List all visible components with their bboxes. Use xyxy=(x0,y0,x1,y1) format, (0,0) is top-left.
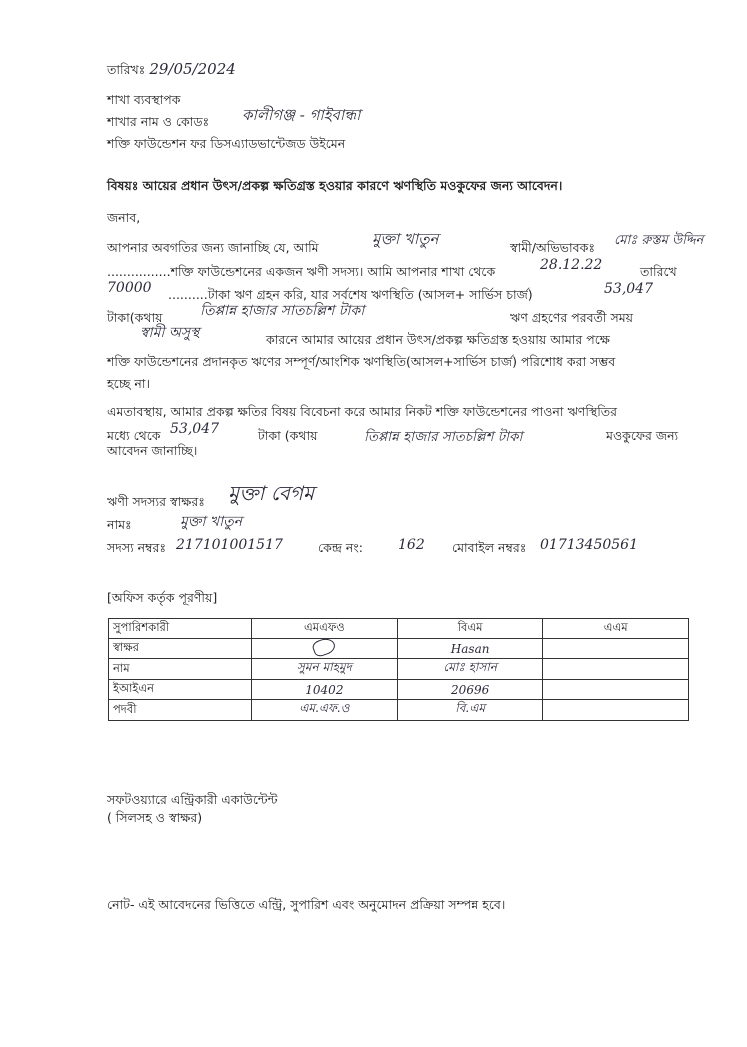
loan-amount-handwritten: 70000 xyxy=(107,280,152,296)
mfo-signature-cell xyxy=(251,639,397,659)
body-line-6: শক্তি ফাউন্ডেশনের প্রদানকৃত ঋণের সম্পূর্ণ/আংশিক ঋণস্থিতি(আসল+সার্ভিস চার্জ) পরিশোধ করা সম্ভব xyxy=(107,354,616,369)
mobile-label: মোবাইল নম্বরঃ xyxy=(452,540,527,555)
loan-date-handwritten: 28.12.22 xyxy=(540,257,603,273)
member-name-value: মুক্তা খাতুন xyxy=(180,514,242,530)
row-label-signature: স্বাক্ষর xyxy=(109,639,252,659)
mfo-signature-scribble xyxy=(311,636,337,659)
am-signature-cell xyxy=(543,639,689,659)
table-row xyxy=(109,659,689,680)
accountant-line-1: সফটওয়্যারে এন্ট্রিকারী একাউন্টেন্ট xyxy=(107,792,278,807)
body-line-1b: স্বামী/অভিভাবকঃ xyxy=(510,240,595,255)
table-row xyxy=(109,680,689,700)
branch-value: কালীগঞ্জ - গাইবান্ধা xyxy=(242,106,361,124)
center-value: 162 xyxy=(398,537,425,553)
body-line-7: হচ্ছে না। xyxy=(107,376,150,391)
office-table-header xyxy=(109,619,689,639)
am-name-cell xyxy=(543,659,689,680)
col-recommender: সুপারিশকারী xyxy=(109,619,252,639)
request-line-2b: টাকা (কথায় xyxy=(258,428,318,443)
row-label-ein: ইআইএন xyxy=(109,680,252,700)
bm-designation-cell: বি.এম xyxy=(397,700,543,721)
date-label: তারিখঃ xyxy=(107,62,146,77)
col-am: এএম xyxy=(543,619,689,639)
request-line-3: আবেদন জানাচ্ছি। xyxy=(107,443,198,458)
member-name-label: নামঃ xyxy=(107,517,132,532)
reason-handwritten: স্বামী অসুস্থ xyxy=(140,325,200,341)
balance-handwritten: 53,047 xyxy=(604,281,653,297)
waive-words-handwritten: তিপ্পান্ন হাজার সাতচল্লিশ টাকা xyxy=(364,429,523,445)
bm-signature-cell: Hasan xyxy=(397,639,543,659)
body-line-4b: ঋণ গ্রহণের পরবর্তী সময় xyxy=(510,310,634,325)
table-row xyxy=(109,639,689,659)
member-signature-label: ঋণী সদস্যর স্বাক্ষরঃ xyxy=(107,494,205,509)
am-designation-cell xyxy=(543,700,689,721)
table-row xyxy=(109,700,689,721)
body-line-2a: ................শক্তি ফাউন্ডেশনের একজন ঋণী সদস্য। আমি আপনার শাখা থেকে xyxy=(107,264,496,279)
mfo-name-cell: সুমন মাহমুদ xyxy=(251,659,397,680)
accountant-line-2: ( সিলসহ ও স্বাক্ষর) xyxy=(107,810,203,825)
col-bm: বিএম xyxy=(397,619,543,639)
balance-words-handwritten: তিপ্পান্ন হাজার সাতচল্লিশ টাকা xyxy=(200,303,365,319)
subject-line: বিষয়ঃ আয়ের প্রধান উৎস/প্রকল্প ক্ষতিগ্রস্ত হওয়ার কারণে ঋণস্থিতি মওকুফের জন্য আবেদন। xyxy=(107,178,563,193)
mobile-value: 01713450561 xyxy=(540,537,638,553)
request-line-2a: মধ্যে থেকে xyxy=(107,428,161,443)
salutation: জনাব, xyxy=(107,210,141,225)
col-mfo: এমএফও xyxy=(251,619,397,639)
mfo-ein-cell: 10402 xyxy=(251,680,397,700)
recipient-line: শাখা ব্যবস্থাপক xyxy=(107,92,181,107)
date-value: 29/05/2024 xyxy=(149,60,236,78)
body-line-5b: কারনে আমার আয়ের প্রধান উৎস/প্রকল্প ক্ষতিগ্রস্ত হওয়ায় আমার পক্ষে xyxy=(266,332,610,347)
member-id-label: সদস্য নম্বরঃ xyxy=(107,540,167,555)
guardian-name-handwritten: মোঃ রুস্তম উদ্দিন xyxy=(614,233,704,248)
member-id-value: 217101001517 xyxy=(176,537,283,553)
request-line-1: এমতাবস্থায়, আমার প্রকল্প ক্ষতির বিষয় বিবেচনা করে আমার নিকট শক্তি ফাউন্ডেশনের পাওনা ঋণস্থিতির xyxy=(107,404,618,419)
body-line-2b: তারিখে xyxy=(640,264,677,279)
bm-name-cell: মোঃ হাসান xyxy=(397,659,543,680)
member-name-handwritten: মুক্তা খাতুন xyxy=(372,230,439,248)
am-ein-cell xyxy=(543,680,689,700)
date-line xyxy=(107,60,236,78)
center-label: কেন্দ্র নং: xyxy=(318,540,363,555)
bm-ein-cell: 20696 xyxy=(397,680,543,700)
office-table xyxy=(108,618,689,721)
row-label-name: নাম xyxy=(109,659,252,680)
body-line-4a: টাকা(কথায় xyxy=(107,310,163,325)
waive-amount-handwritten: 53,047 xyxy=(170,421,219,437)
body-line-1a: আপনার অবগতির জন্য জানাচ্ছি যে, আমি xyxy=(107,240,319,255)
office-heading: [অফিস কর্তৃক পূরণীয়] xyxy=(107,590,218,605)
organization-name: শক্তি ফাউন্ডেশন ফর ডিসএ্যাডভান্টেজড উইমেন xyxy=(107,136,346,151)
body-line-3a: ..........টাকা ঋণ গ্রহন করি, যার সর্বশেষ ঋণস্থিতি (আসল+ সার্ভিস চার্জ) xyxy=(168,287,533,302)
request-line-2c: মওকুফের জন্য xyxy=(606,428,679,443)
branch-label: শাখার নাম ও কোডঃ xyxy=(107,114,210,129)
note-line: নোট- এই আবেদনের ভিত্তিতে এন্ট্রি, সুপারিশ এবং অনুমোদন প্রক্রিয়া সম্পন্ন হবে। xyxy=(107,897,506,912)
mfo-designation-cell: এম.এফ.ও xyxy=(251,700,397,721)
member-signature: মুক্তা বেগম xyxy=(228,481,315,505)
row-label-designation: পদবী xyxy=(109,700,252,721)
